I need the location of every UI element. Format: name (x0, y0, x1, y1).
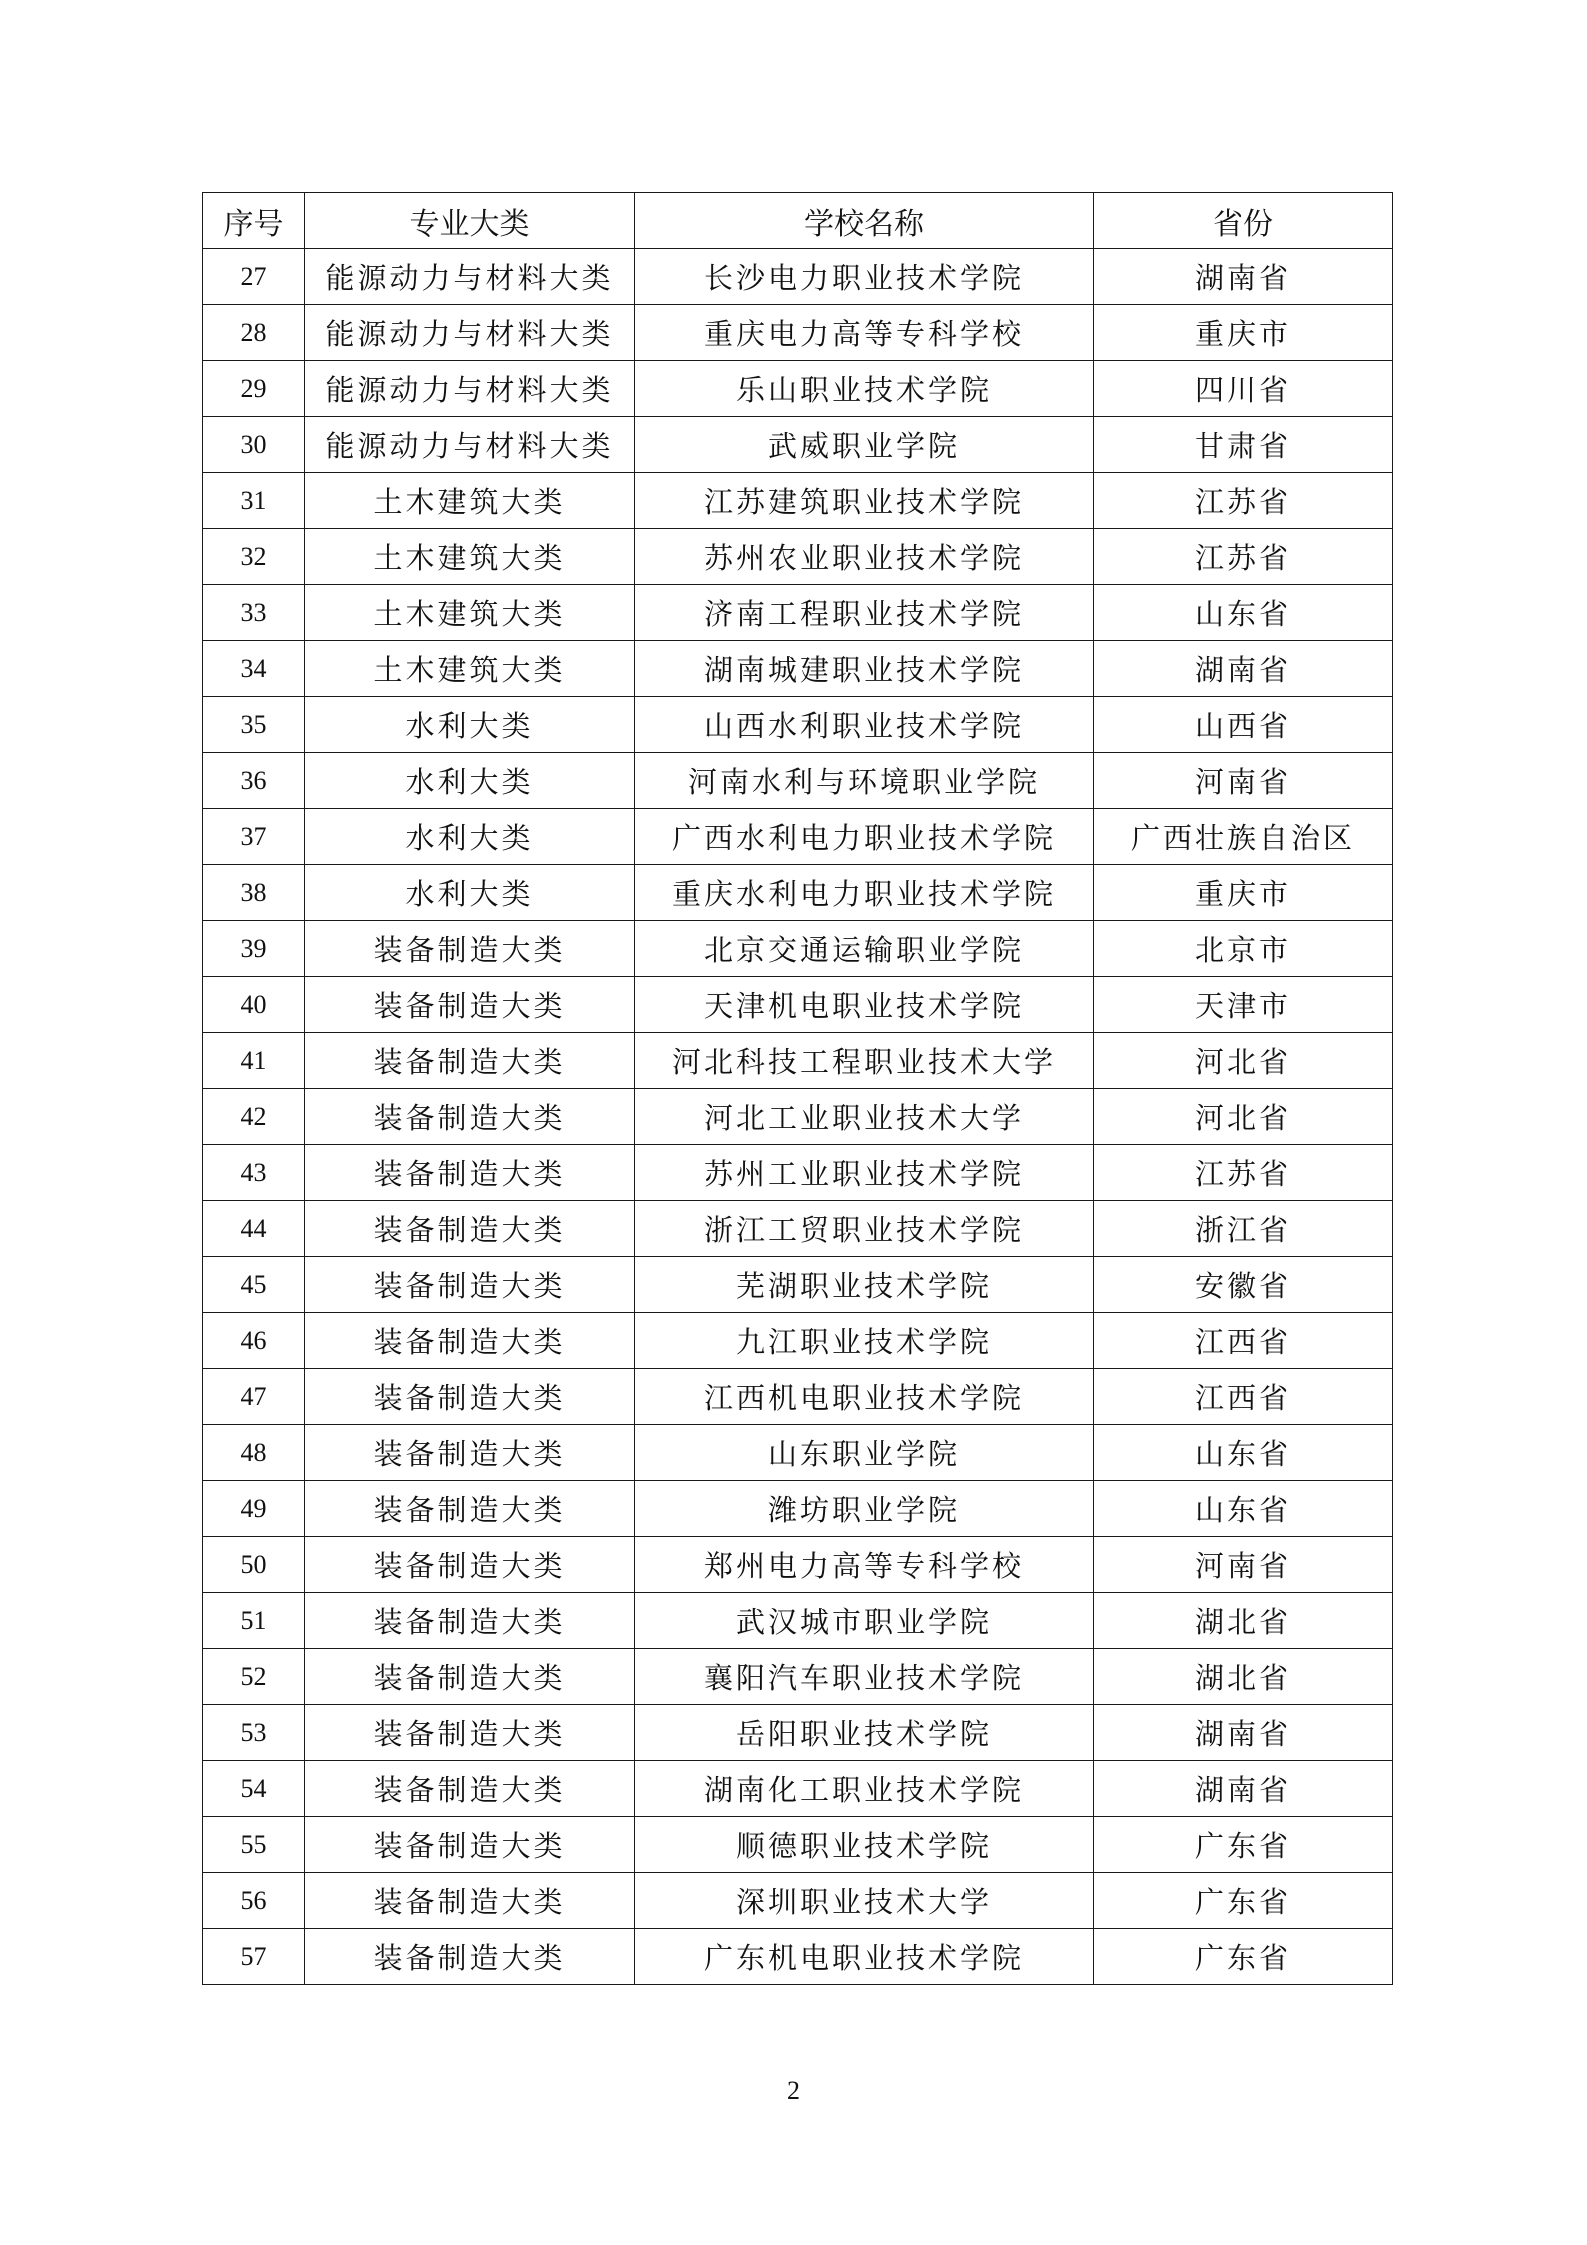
cell-category: 装备制造大类 (305, 1929, 635, 1985)
table-row (203, 1033, 1393, 1089)
cell-school: 九江职业技术学院 (635, 1313, 1094, 1369)
cell-num: 51 (203, 1593, 305, 1649)
cell-school: 岳阳职业技术学院 (635, 1705, 1094, 1761)
cell-num: 44 (203, 1201, 305, 1257)
cell-province: 湖南省 (1094, 249, 1393, 305)
cell-province: 河北省 (1094, 1033, 1393, 1089)
cell-province: 湖北省 (1094, 1649, 1393, 1705)
cell-school: 长沙电力职业技术学院 (635, 249, 1094, 305)
table-body (203, 249, 1393, 1985)
cell-school: 苏州工业职业技术学院 (635, 1145, 1094, 1201)
cell-province: 江苏省 (1094, 529, 1393, 585)
cell-province: 河南省 (1094, 753, 1393, 809)
table-row (203, 641, 1393, 697)
cell-category: 水利大类 (305, 753, 635, 809)
cell-num: 50 (203, 1537, 305, 1593)
table-row (203, 305, 1393, 361)
table-row (203, 1313, 1393, 1369)
cell-school: 广西水利电力职业技术学院 (635, 809, 1094, 865)
cell-province: 山西省 (1094, 697, 1393, 753)
cell-province: 广西壮族自治区 (1094, 809, 1393, 865)
cell-category: 装备制造大类 (305, 1257, 635, 1313)
cell-category: 装备制造大类 (305, 1481, 635, 1537)
cell-num: 41 (203, 1033, 305, 1089)
cell-num: 39 (203, 921, 305, 977)
cell-school: 武威职业学院 (635, 417, 1094, 473)
cell-num: 48 (203, 1425, 305, 1481)
cell-num: 53 (203, 1705, 305, 1761)
cell-province: 浙江省 (1094, 1201, 1393, 1257)
cell-school: 江苏建筑职业技术学院 (635, 473, 1094, 529)
header-school: 学校名称 (635, 193, 1094, 249)
cell-category: 土木建筑大类 (305, 641, 635, 697)
cell-province: 广东省 (1094, 1929, 1393, 1985)
cell-num: 57 (203, 1929, 305, 1985)
cell-num: 42 (203, 1089, 305, 1145)
page-number: 2 (787, 2076, 800, 2105)
cell-school: 郑州电力高等专科学校 (635, 1537, 1094, 1593)
cell-school: 济南工程职业技术学院 (635, 585, 1094, 641)
table-row (203, 1761, 1393, 1817)
cell-category: 装备制造大类 (305, 1705, 635, 1761)
table-row (203, 1649, 1393, 1705)
cell-num: 34 (203, 641, 305, 697)
table-row (203, 1145, 1393, 1201)
cell-category: 装备制造大类 (305, 1649, 635, 1705)
cell-num: 31 (203, 473, 305, 529)
table-row (203, 1537, 1393, 1593)
table-row (203, 1089, 1393, 1145)
cell-category: 装备制造大类 (305, 1201, 635, 1257)
cell-category: 装备制造大类 (305, 921, 635, 977)
cell-category: 装备制造大类 (305, 1369, 635, 1425)
cell-num: 37 (203, 809, 305, 865)
cell-num: 33 (203, 585, 305, 641)
cell-province: 重庆市 (1094, 305, 1393, 361)
cell-province: 天津市 (1094, 977, 1393, 1033)
cell-num: 45 (203, 1257, 305, 1313)
table-row (203, 865, 1393, 921)
school-list-table (202, 192, 1393, 1985)
cell-province: 广东省 (1094, 1873, 1393, 1929)
cell-category: 装备制造大类 (305, 1537, 635, 1593)
cell-num: 30 (203, 417, 305, 473)
cell-category: 装备制造大类 (305, 1313, 635, 1369)
cell-category: 土木建筑大类 (305, 529, 635, 585)
cell-school: 深圳职业技术大学 (635, 1873, 1094, 1929)
cell-num: 35 (203, 697, 305, 753)
cell-school: 重庆水利电力职业技术学院 (635, 865, 1094, 921)
cell-num: 56 (203, 1873, 305, 1929)
cell-school: 重庆电力高等专科学校 (635, 305, 1094, 361)
table-row (203, 1257, 1393, 1313)
table-row (203, 753, 1393, 809)
cell-num: 38 (203, 865, 305, 921)
cell-category: 装备制造大类 (305, 1145, 635, 1201)
cell-category: 装备制造大类 (305, 1873, 635, 1929)
table-row (203, 1369, 1393, 1425)
header-province: 省份 (1094, 193, 1393, 249)
cell-school: 苏州农业职业技术学院 (635, 529, 1094, 585)
cell-category: 土木建筑大类 (305, 473, 635, 529)
cell-category: 装备制造大类 (305, 1817, 635, 1873)
cell-category: 装备制造大类 (305, 1425, 635, 1481)
cell-school: 北京交通运输职业学院 (635, 921, 1094, 977)
cell-category: 装备制造大类 (305, 1033, 635, 1089)
table-row (203, 1929, 1393, 1985)
cell-school: 河北科技工程职业技术大学 (635, 1033, 1094, 1089)
cell-school: 潍坊职业学院 (635, 1481, 1094, 1537)
cell-category: 装备制造大类 (305, 1089, 635, 1145)
cell-num: 32 (203, 529, 305, 585)
cell-province: 江西省 (1094, 1313, 1393, 1369)
header-category: 专业大类 (305, 193, 635, 249)
cell-school: 武汉城市职业学院 (635, 1593, 1094, 1649)
cell-num: 49 (203, 1481, 305, 1537)
table-row (203, 1201, 1393, 1257)
cell-category: 装备制造大类 (305, 1593, 635, 1649)
cell-num: 27 (203, 249, 305, 305)
table-row (203, 921, 1393, 977)
cell-province: 江苏省 (1094, 1145, 1393, 1201)
cell-category: 能源动力与材料大类 (305, 249, 635, 305)
cell-school: 芜湖职业技术学院 (635, 1257, 1094, 1313)
cell-province: 北京市 (1094, 921, 1393, 977)
cell-province: 重庆市 (1094, 865, 1393, 921)
cell-province: 广东省 (1094, 1817, 1393, 1873)
cell-category: 能源动力与材料大类 (305, 417, 635, 473)
cell-school: 乐山职业技术学院 (635, 361, 1094, 417)
cell-province: 江苏省 (1094, 473, 1393, 529)
cell-school: 天津机电职业技术学院 (635, 977, 1094, 1033)
cell-province: 山东省 (1094, 585, 1393, 641)
cell-category: 装备制造大类 (305, 1761, 635, 1817)
cell-province: 湖南省 (1094, 641, 1393, 697)
table-row (203, 361, 1393, 417)
cell-category: 水利大类 (305, 697, 635, 753)
cell-school: 河北工业职业技术大学 (635, 1089, 1094, 1145)
cell-num: 43 (203, 1145, 305, 1201)
table-row (203, 585, 1393, 641)
table-row (203, 473, 1393, 529)
cell-num: 29 (203, 361, 305, 417)
cell-num: 40 (203, 977, 305, 1033)
table-row (203, 417, 1393, 473)
table-header-row (203, 193, 1393, 249)
cell-num: 36 (203, 753, 305, 809)
table-row (203, 1481, 1393, 1537)
table-row (203, 809, 1393, 865)
cell-num: 54 (203, 1761, 305, 1817)
cell-province: 河南省 (1094, 1537, 1393, 1593)
cell-category: 能源动力与材料大类 (305, 305, 635, 361)
table-row (203, 697, 1393, 753)
cell-province: 江西省 (1094, 1369, 1393, 1425)
cell-province: 湖南省 (1094, 1761, 1393, 1817)
cell-category: 水利大类 (305, 809, 635, 865)
cell-num: 46 (203, 1313, 305, 1369)
cell-category: 能源动力与材料大类 (305, 361, 635, 417)
cell-category: 水利大类 (305, 865, 635, 921)
cell-school: 江西机电职业技术学院 (635, 1369, 1094, 1425)
cell-num: 55 (203, 1817, 305, 1873)
cell-province: 湖北省 (1094, 1593, 1393, 1649)
table-row (203, 529, 1393, 585)
table-row (203, 1705, 1393, 1761)
table-row (203, 1873, 1393, 1929)
cell-province: 甘肃省 (1094, 417, 1393, 473)
table-row (203, 249, 1393, 305)
cell-num: 52 (203, 1649, 305, 1705)
cell-school: 湖南城建职业技术学院 (635, 641, 1094, 697)
table-row (203, 1425, 1393, 1481)
cell-province: 山东省 (1094, 1425, 1393, 1481)
cell-num: 28 (203, 305, 305, 361)
table-row (203, 1593, 1393, 1649)
cell-province: 山东省 (1094, 1481, 1393, 1537)
cell-category: 装备制造大类 (305, 977, 635, 1033)
cell-school: 广东机电职业技术学院 (635, 1929, 1094, 1985)
header-num: 序号 (203, 193, 305, 249)
cell-num: 47 (203, 1369, 305, 1425)
cell-province: 四川省 (1094, 361, 1393, 417)
cell-school: 山东职业学院 (635, 1425, 1094, 1481)
cell-school: 湖南化工职业技术学院 (635, 1761, 1094, 1817)
cell-school: 顺德职业技术学院 (635, 1817, 1094, 1873)
table-row (203, 1817, 1393, 1873)
cell-school: 浙江工贸职业技术学院 (635, 1201, 1094, 1257)
cell-province: 安徽省 (1094, 1257, 1393, 1313)
cell-school: 襄阳汽车职业技术学院 (635, 1649, 1094, 1705)
cell-province: 河北省 (1094, 1089, 1393, 1145)
cell-province: 湖南省 (1094, 1705, 1393, 1761)
cell-school: 河南水利与环境职业学院 (635, 753, 1094, 809)
cell-school: 山西水利职业技术学院 (635, 697, 1094, 753)
cell-category: 土木建筑大类 (305, 585, 635, 641)
table-row (203, 977, 1393, 1033)
